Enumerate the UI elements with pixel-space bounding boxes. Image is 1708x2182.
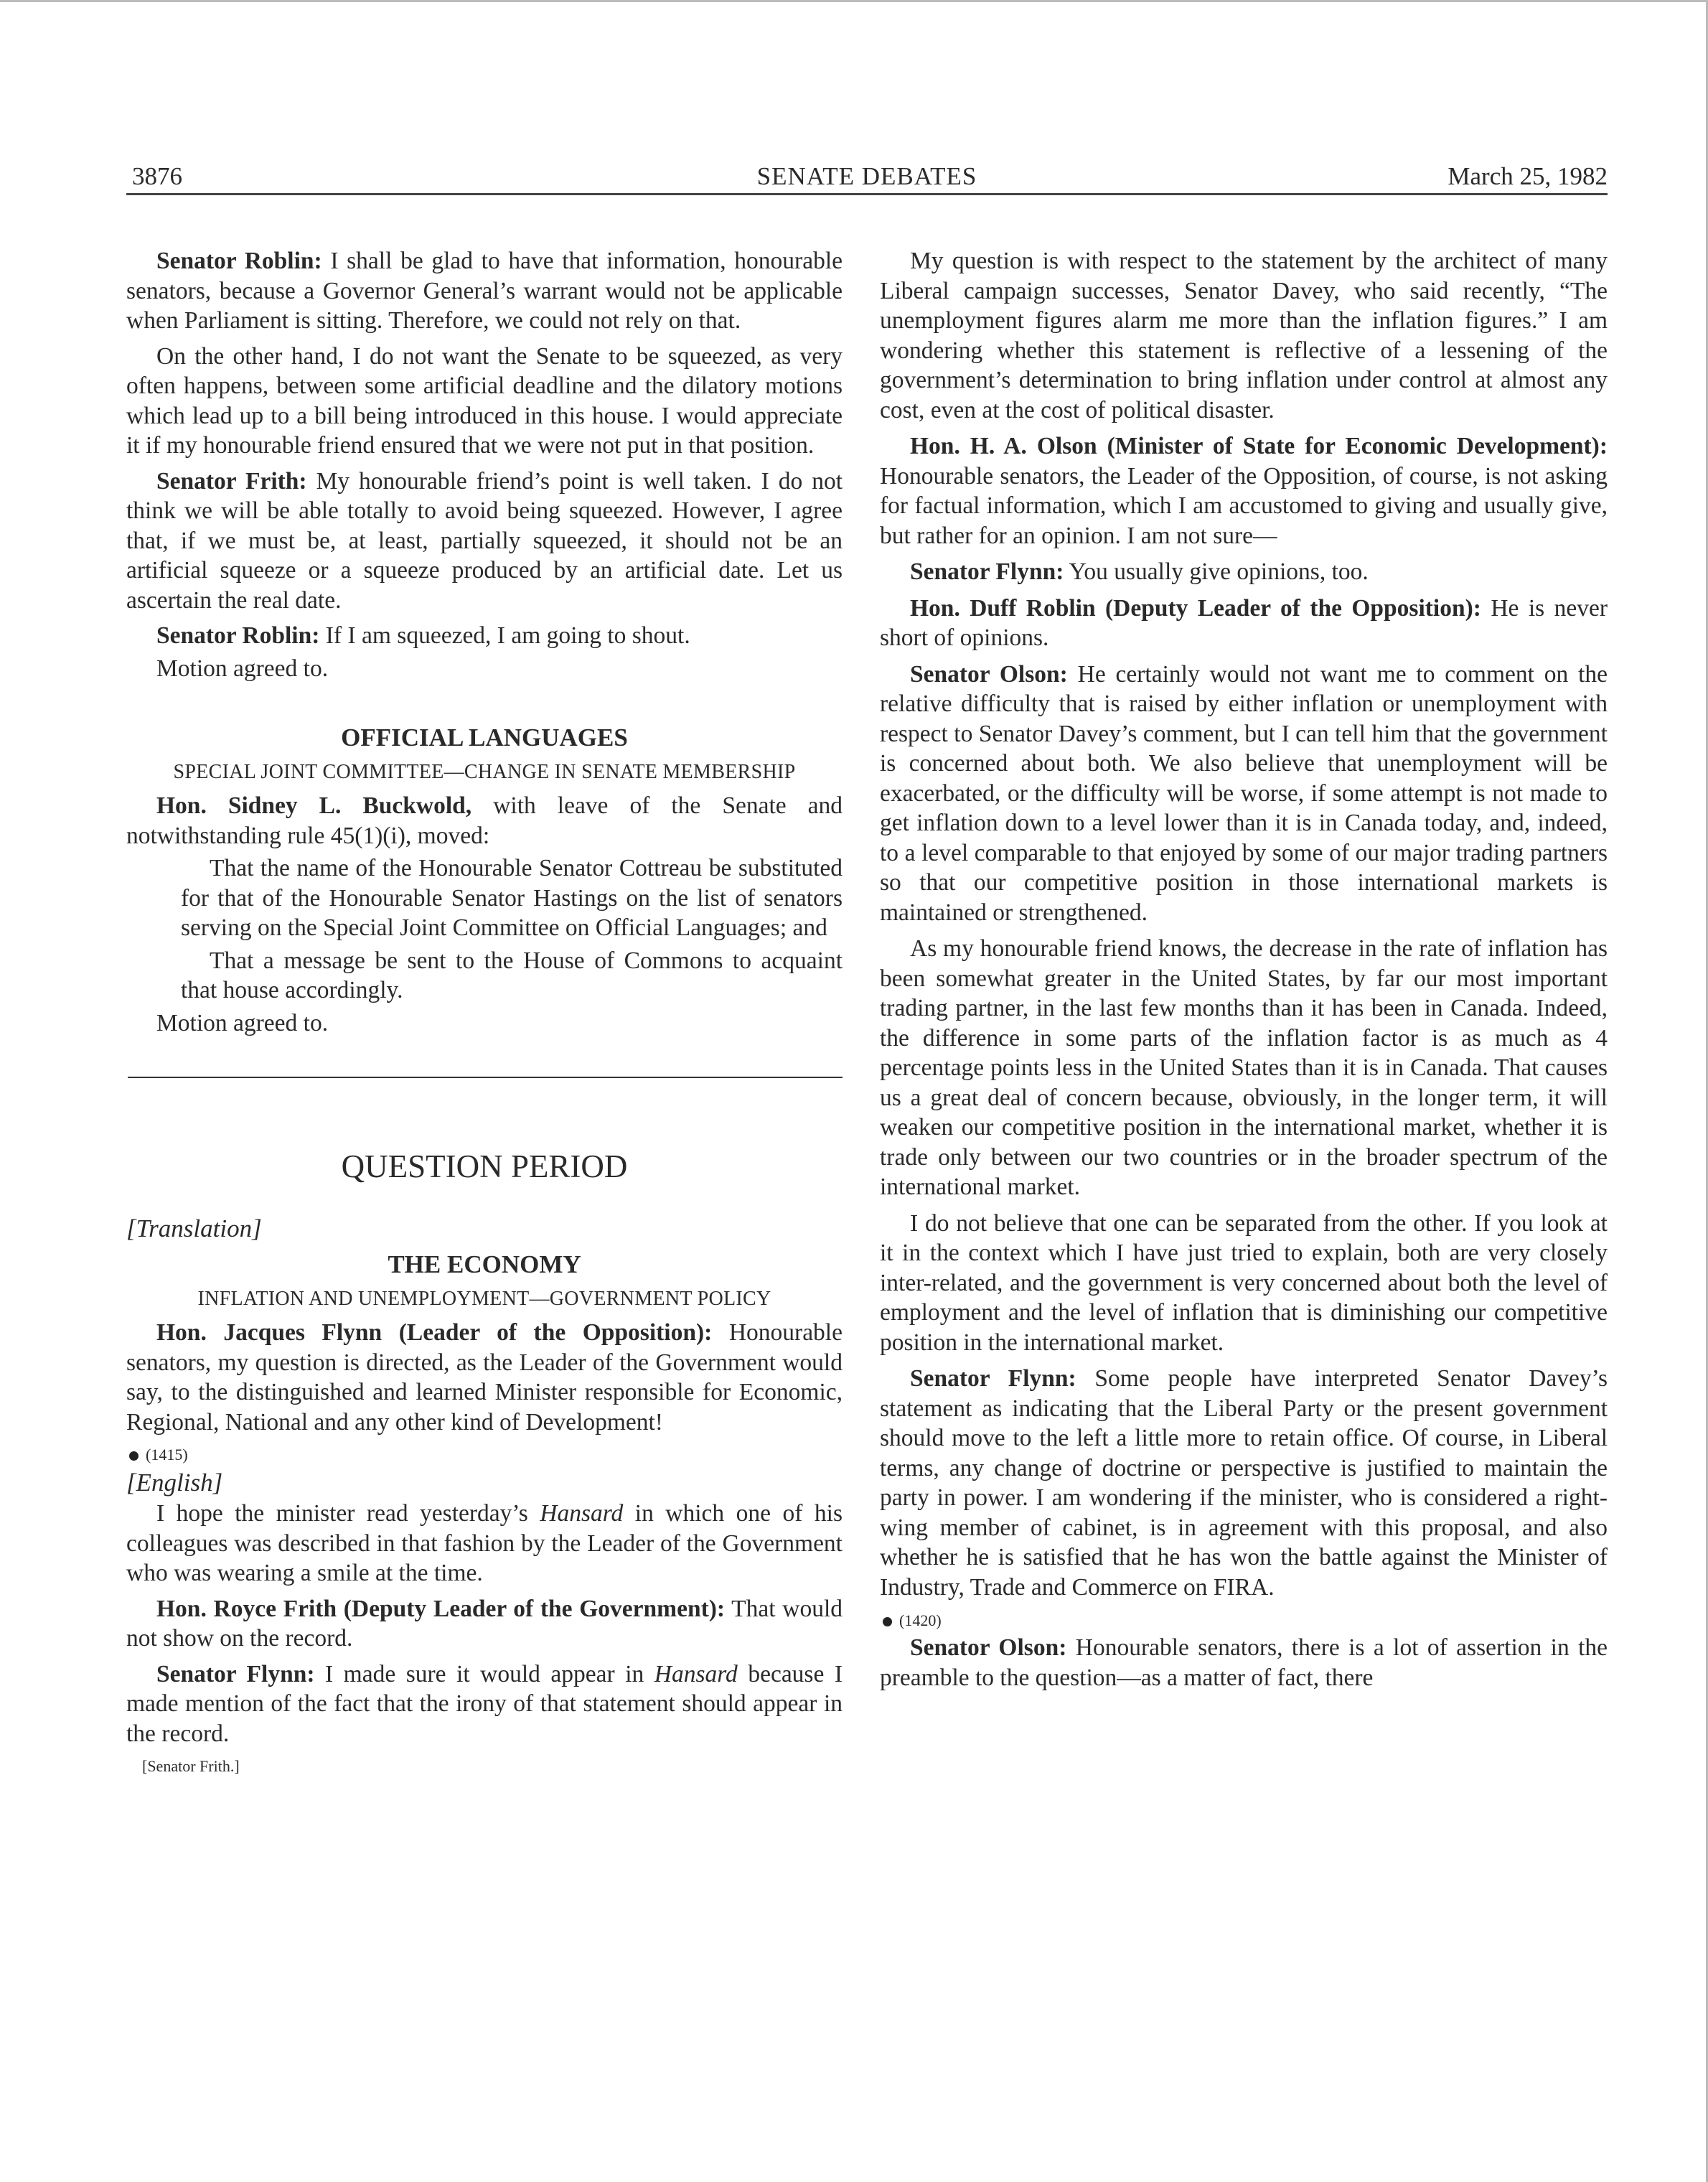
paragraph xyxy=(126,1499,843,1588)
speech-text: Honourable senators, the Leader of the Opposition, of course, is not asking for factual information, which I am accustomed to giving and usually give, but rather for an opinion. I am not sure— xyxy=(880,462,1608,549)
speech-text: Honourable senators, my question is directed, as the Leader of the Government would say, to the distinguished and learned Minister responsible for Economic, Regional, National and any other kind of Development! xyxy=(126,1319,843,1436)
question-period-title: QUESTION PERIOD xyxy=(341,1148,628,1184)
paragraph xyxy=(126,621,843,651)
section-subheading: SPECIAL JOINT COMMITTEE—CHANGE IN SENATE MEMBERSHIP xyxy=(173,761,796,783)
paragraph: As my honourable friend knows, the decrease in the rate of inflation has been somewhat greater in the United States, by far our most important trading partner, in the last few months than it has been in Canada. Indeed, the difference in some parts of the inflation factor is as much as 4 percentage points less in the United States than it is in Canada. That causes us a great deal of concern because, obviously, in the longer term, it will weaken our competitive position in the international market, whether it is trade only between our two countries or in the broader spectrum of the international market. xyxy=(880,935,1608,1200)
paragraph xyxy=(880,431,1608,551)
bullet-icon xyxy=(883,1617,892,1626)
speaker-name: Senator Flynn: xyxy=(910,1365,1076,1392)
speaker-name: Hon. Jacques Flynn (Leader of the Opposition): xyxy=(156,1319,713,1346)
speech-text: He certainly would not want me to comment on the relative difficulty that is raised by either inflation or unemployment with respect to Senator Davey’s comment, but I can tell him that the government is concerned about both. We also believe that unemployment will be exacerbated, or the difficulty will be worse, if some attempt is not made to get inflation down to a level lower than it is in Canada today, and, indeed, to a level comparable to that enjoyed by some of our major trading partners so that our competitive position in those international markets is maintained or strengthened. xyxy=(880,660,1608,926)
page-footer: [Senator Frith.] xyxy=(142,1757,240,1775)
speaker-name: Senator Olson: xyxy=(910,660,1068,688)
speaker-name: Hon. Royce Frith (Deputy Leader of the Government): xyxy=(156,1595,726,1622)
timestamp xyxy=(880,1609,1608,1633)
motion-result: Motion agreed to. xyxy=(156,1009,329,1036)
timestamp-text: (1415) xyxy=(146,1446,188,1464)
paragraph xyxy=(126,791,843,851)
speaker-name: Senator Flynn: xyxy=(156,1660,315,1687)
paragraph xyxy=(126,1659,843,1749)
speech-text: You usually give opinions, too. xyxy=(1069,558,1369,585)
section-subheading: INFLATION AND UNEMPLOYMENT—GOVERNMENT POLICY xyxy=(197,1288,771,1310)
right-column xyxy=(880,246,1608,1699)
speaker-name: Senator Flynn: xyxy=(910,558,1064,585)
speaker-name: Senator Frith: xyxy=(156,467,307,495)
page-number: 3876 xyxy=(132,162,182,190)
page-edge-top xyxy=(0,0,1708,2)
paragraph xyxy=(880,557,1608,587)
speech-text: That would not show on the record. xyxy=(126,1595,843,1652)
speech-text: because I made mention of the fact that the irony of that statement should appear in the record. xyxy=(126,1660,843,1747)
motion-result: Motion agreed to. xyxy=(156,655,329,682)
paragraph xyxy=(126,246,843,336)
italic-title: Hansard xyxy=(654,1660,738,1687)
speaker-name: Hon. Sidney L. Buckwold, xyxy=(156,792,472,819)
paragraph: My question is with respect to the statement by the architect of many Liberal campaign successes, Senator Davey, who said recently, “The unemployment figures alarm me more than the inflation figures.” I am wondering whether this statement is reflective of a lessening of the government’s determination to bring inflation under control at almost any cost, even at the cost of political disaster. xyxy=(880,248,1608,423)
paragraph xyxy=(126,467,843,616)
italic-title: Hansard xyxy=(540,1500,624,1527)
motion-quote: That the name of the Honourable Senator Cottreau be substituted for that of the Honourable Senator Hastings on the list of senators serving on the Special Joint Committee on Official Languages; and xyxy=(181,855,843,941)
left-column xyxy=(126,246,843,1779)
paragraph xyxy=(880,594,1608,653)
paragraph: On the other hand, I do not want the Senate to be squeezed, as very often happens, between some artificial deadline and the dilatory motions which lead up to a bill being introduced in this house. I would appreciate it if my honourable friend ensured that we were not put in that position. xyxy=(126,342,843,459)
speech-text: Some people have interpreted Senator Davey’s statement as indicating that the Liberal Party or the present government should move to the left a little more to retain office. Of course, in Liberal terms, any change of doctrine or perspective is justified to maintain the party in power. I am wondering if the minister, who is considered a right-wing member of cabinet, is in agreement with this proposal, and also whether he is satisfied that he has won the battle against the Minister of Industry, Trade and Commerce on FIRA. xyxy=(880,1365,1608,1601)
speech-text: My honourable friend’s point is well taken. I do not think we will be able totally to avoid being squeezed. However, I agree that, if we must be, at least, partially squeezed, it should not be an artificial squeeze or a squeeze produced by an artificial date. Let us ascertain the real date. xyxy=(126,467,843,614)
speaker-name: Hon. H. A. Olson (Minister of State for Economic Development): xyxy=(910,433,1608,459)
speech-text: with leave of the Senate and notwithstanding rule 45(1)(i), moved: xyxy=(126,792,843,849)
speaker-name: Senator Roblin: xyxy=(156,622,320,649)
speech-text: If I am squeezed, I am going to shout. xyxy=(325,622,690,649)
timestamp-text: (1420) xyxy=(899,1611,942,1629)
speech-text: I made sure it would appear in xyxy=(325,1660,644,1687)
speaker-name: Senator Roblin: xyxy=(156,248,322,274)
paragraph xyxy=(880,1633,1608,1692)
paragraph xyxy=(880,660,1608,928)
speech-text: He is never short of opinions. xyxy=(880,594,1608,651)
speech-text: I hope the minister read yesterday’s xyxy=(156,1500,528,1527)
paragraph xyxy=(880,1364,1608,1602)
paragraph xyxy=(126,1318,843,1437)
paragraph: I do not believe that one can be separated from the other. If you look at it in the context which I have just tried to explain, both are very closely inter-related, and the government is very concerned about both the level of employment and the level of inflation that is diminishing our competitive position in the international market. xyxy=(880,1209,1608,1356)
timestamp xyxy=(126,1443,843,1467)
section-heading: THE ECONOMY xyxy=(388,1250,581,1278)
speech-text: in which one of his colleagues was described in that fashion by the Leader of the Government who was wearing a smile at the time. xyxy=(126,1500,843,1586)
issue-date: March 25, 1982 xyxy=(1447,162,1608,190)
speaker-name: Senator Olson: xyxy=(910,1634,1067,1661)
speech-text: Honourable senators, there is a lot of assertion in the preamble to the question—as a matter of fact, there xyxy=(880,1634,1608,1691)
publication-title: SENATE DEBATES xyxy=(756,162,977,190)
motion-quote: That a message be sent to the House of Commons to acquaint that house accordingly. xyxy=(181,947,843,1003)
running-header xyxy=(126,162,1608,191)
paragraph xyxy=(126,1594,843,1654)
speaker-name: Hon. Duff Roblin (Deputy Leader of the Opposition): xyxy=(910,594,1481,622)
bullet-icon xyxy=(129,1451,139,1461)
header-rule xyxy=(126,193,1608,195)
speech-text: I shall be glad to have that information, honourable senators, because a Governor General’s warrant would not be applicable when Parliament is sitting. Therefore, we could not rely on that. xyxy=(126,248,843,334)
language-marker: [English] xyxy=(126,1469,223,1497)
language-marker: [Translation] xyxy=(126,1214,262,1242)
section-heading: OFFICIAL LANGUAGES xyxy=(341,724,628,751)
